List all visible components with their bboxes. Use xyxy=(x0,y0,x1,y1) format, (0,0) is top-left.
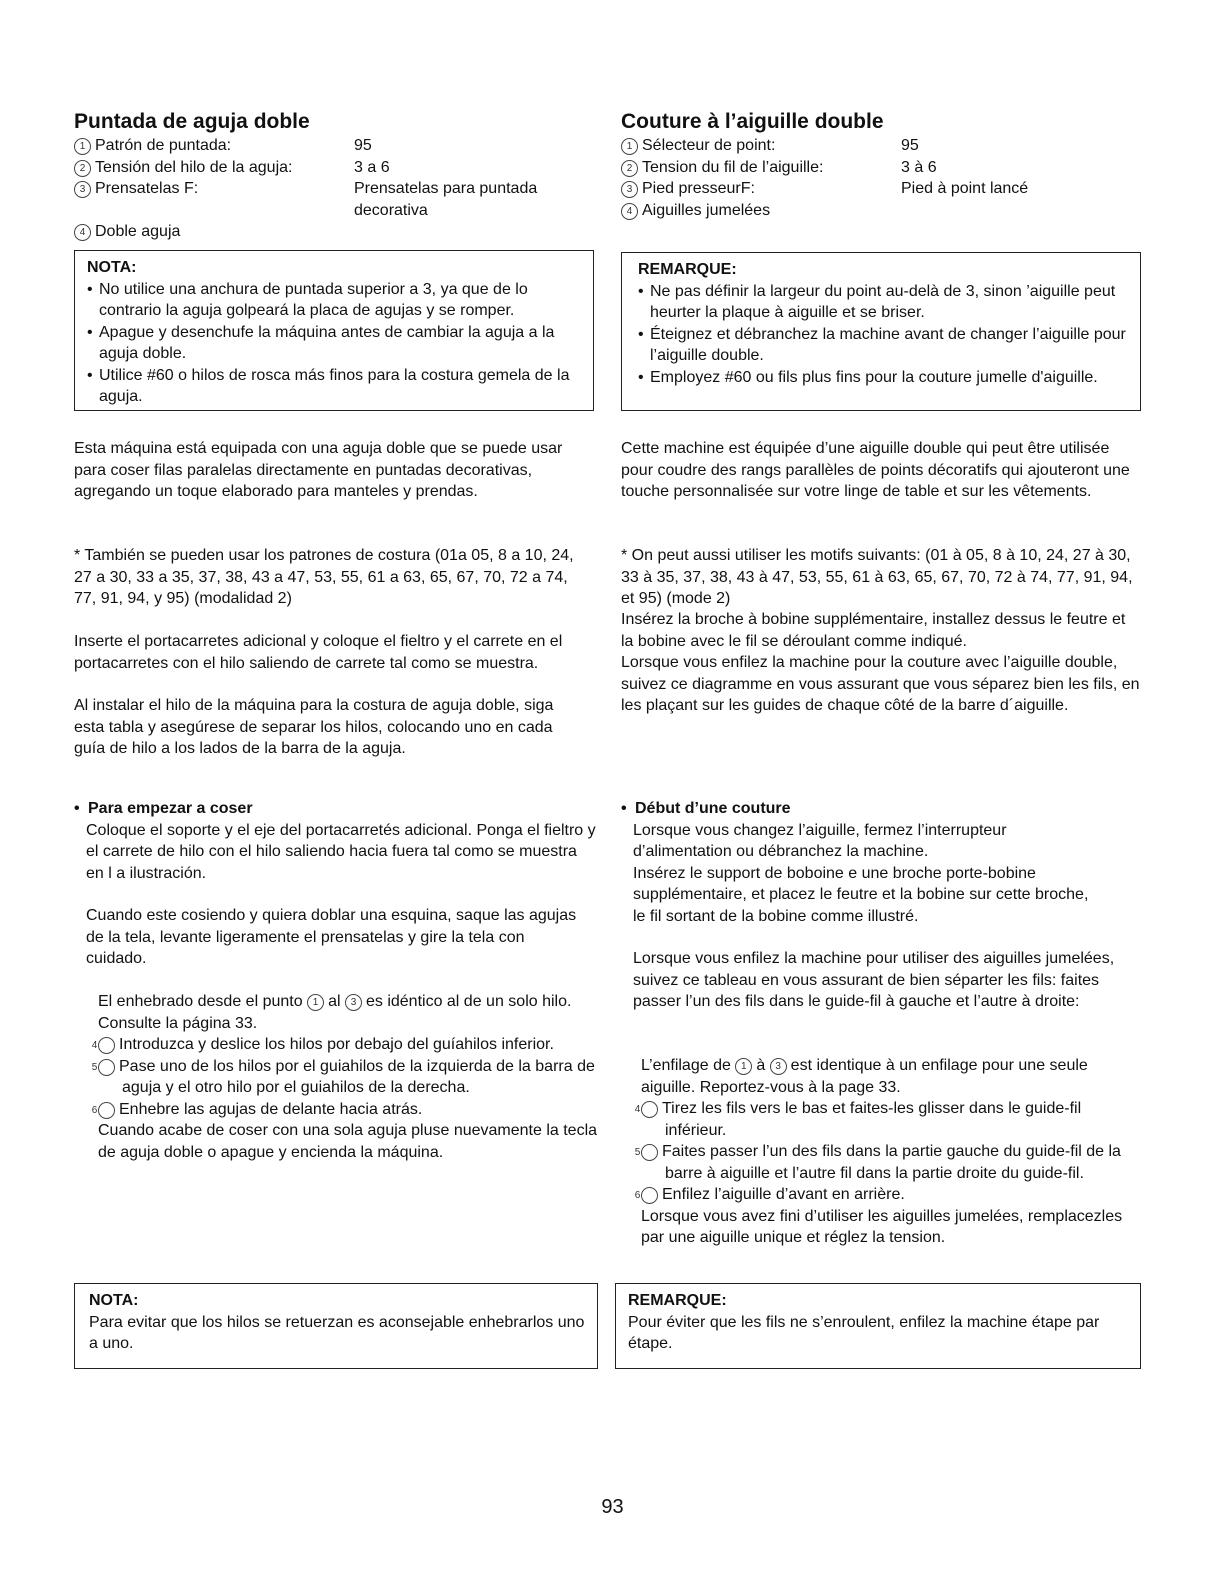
es-note-title: NOTA: xyxy=(87,259,137,276)
es-thread-intro: El enhebrado desde el punto 1 al 3 es idéntico al de un solo hilo. Consulte la página 33. xyxy=(98,993,572,1032)
es-patterns-paragraph: * También se pueden usar los patrones de costura (01a 05, 8 a 10, 24, 27 a 30, 33 a 35, 37, 38, 43 a 47, 53, 55, 61 a 63, 65, 67, 70, 72 a 74, 77, 91, 94, y 95) (modalidad 2) xyxy=(74,547,574,607)
fr-spec-label: Pied presseurF: xyxy=(642,180,755,197)
fr-note-item: • Éteignez et débranchez la machine avant de changer l’aiguille pour l’aiguille double. xyxy=(638,324,1132,367)
fr-spec-label: Tension du fil de l’aiguille: xyxy=(642,158,824,176)
es-start-heading: • Para empezar a coser xyxy=(74,798,598,820)
fr-note-box xyxy=(621,252,1141,411)
es-specs xyxy=(74,135,598,243)
fr-start-heading: • Début d’une couture xyxy=(621,798,1141,820)
fr-start-p1b: Insérez le support de boboine e une broche porte-bobine supplémentaire, et placez le feutre et la bobine sur cette broche, le fil sortant de la bobine comme illustré. xyxy=(633,864,1089,925)
es-step-text: Introduzca y deslice los hilos por debajo del guíahilos inferior. xyxy=(119,1036,554,1053)
es-step-text: Pase uno de los hilos por el guiahilos de la izquierda de la barra de aguja y el otro hilo por el guiahilos de la derecha. xyxy=(119,1057,595,1096)
fr-spec-row xyxy=(621,178,1141,200)
circled-number-icon: 5 xyxy=(641,1144,658,1161)
es-note2-title: NOTA: xyxy=(89,1292,139,1309)
fr-title: Couture à l’aiguille double xyxy=(621,110,884,133)
circled-number-icon: 3 xyxy=(621,181,638,198)
fr-thread-intro: L’enfilage de 1 à 3 est identique à un enfilage pour une seule aiguille. Reportez-vous à la page 33. xyxy=(641,1057,1088,1096)
fr-note2-box xyxy=(615,1283,1141,1369)
es-threading-steps xyxy=(91,991,598,1163)
circled-number-icon: 6 xyxy=(98,1102,115,1119)
fr-intro-paragraph: Cette machine est équipée d’une aiguille double qui peut être utilisée pour coudre des rangs parallèles de points décoratifs qui ajouteront une touche personnalisée sur votre linge de table et sur les vêtements. xyxy=(621,440,1130,500)
es-intro-paragraph: Esta máquina está equipada con una aguja doble que se puede usar para coser filas paralelas directamente en puntadas decorativas, agregando un toque elaborado para manteles y prendas. xyxy=(74,440,563,500)
fr-spec-label: Aiguilles jumelées xyxy=(642,201,771,219)
es-thread-a: El enhebrado desde el punto xyxy=(98,993,303,1010)
circled-number-icon: 3 xyxy=(74,181,91,198)
fr-note-title: REMARQUE: xyxy=(638,261,737,278)
fr-specs xyxy=(621,135,1141,221)
es-spec-label: Tensión del hilo de la aguja: xyxy=(95,158,293,176)
es-title: Puntada de aguja doble xyxy=(74,110,310,133)
es-corner-paragraph: Cuando este cosiendo y quiera doblar una esquina, saque las agujas de la tela, levante ligeramente el prensatelas y gire la tela con cuidado. xyxy=(86,907,577,967)
es-spec-value: 3 a 6 xyxy=(354,158,390,176)
es-spec-row xyxy=(74,135,598,157)
fr-spec-row xyxy=(621,200,1141,222)
fr-spec-value: 3 à 6 xyxy=(901,158,937,176)
fr-patterns-paragraph: * On peut aussi utiliser les motifs suivants: (01 à 05, 8 à 10, 24, 27 à 30, 33 à 35, 37, 38, 43 à 47, 53, 55, 61 à 63, 65, 67, 70, 72 à 74, 77, 91, 94, et 95) (mode 2) xyxy=(621,547,1133,607)
es-thread-c: es idéntico al de un solo hilo. Consulte la página 33. xyxy=(98,993,572,1032)
fr-thread-a: L’enfilage de xyxy=(641,1057,731,1074)
es-spec-row xyxy=(74,221,598,243)
es-note2-text: Para evitar que los hilos se retuerzan es aconsejable enhebrarlos uno a uno. xyxy=(89,1313,585,1352)
circled-number-icon: 1 xyxy=(74,138,91,155)
fr-step-text: Enfilez l’aiguille d’avant en arrière. xyxy=(662,1186,905,1203)
es-note2-box xyxy=(74,1283,598,1369)
es-spec-label: Prensatelas F: xyxy=(95,180,199,197)
es-note-item: • No utilice una anchura de puntada superior a 3, ya que de lo contrario la aguja golpeará la placa de agujas y se romper. xyxy=(87,279,585,322)
circled-number-icon: 4 xyxy=(621,203,638,220)
fr-step-text: Faites passer l’un des fils dans la partie gauche du guide-fil de la barre à aiguille et l’autre fil dans la partie droite du guide-fil. xyxy=(662,1143,1121,1182)
fr-note2-text: Pour éviter que les fils ne s’enroulent, enfilez la machine étape par étape. xyxy=(628,1313,1100,1352)
fr-note2-title: REMARQUE: xyxy=(628,1292,727,1309)
circled-number-icon: 4 xyxy=(641,1101,658,1118)
es-start-p1: Coloque el soporte y el eje del portacarretés adicional. Ponga el fieltro y el carrete de hilo con el hilo saliendo hacia fuera tal como se muestra en l a ilustración. xyxy=(86,821,596,882)
es-spec-row xyxy=(74,178,598,221)
circled-number-icon: 4 xyxy=(98,1037,115,1054)
circled-number-icon: 4 xyxy=(74,224,91,241)
es-spool-paragraph: Inserte el portacarretes adicional y coloque el fieltro y el carrete en el portacarretes con el hilo saliendo de carrete tal como se muestra. xyxy=(74,633,563,672)
es-step xyxy=(91,1056,598,1099)
es-note-item: • Apague y desenchufe la máquina antes de cambiar la aguja a la aguja doble. xyxy=(87,322,585,365)
es-spec-value: 95 xyxy=(354,137,372,154)
page-number: 93 xyxy=(601,1496,624,1518)
fr-note-list xyxy=(638,281,1132,389)
fr-start-p1: Lorsque vous changez l’aiguille, fermez l’interrupteur d’alimentation ou débranchez la machine. xyxy=(633,821,1007,860)
fr-threading-paragraph: Lorsque vous enfilez la machine pour la couture avec l’aiguille double, suivez ce diagramme en vous assurant que vous séparez bien les fils, en les plaçant sur les guides de chaque côté de la barre d´aiguille. xyxy=(621,654,1140,714)
es-spec-label: Patrón de puntada: xyxy=(95,137,232,154)
fr-end-paragraph: Lorsque vous avez fini d’utiliser les aiguilles jumelées, remplacezles par une aiguille unique et réglez la tension. xyxy=(641,1207,1123,1246)
circled-number-icon: 6 xyxy=(641,1187,658,1204)
circled-number-icon: 2 xyxy=(74,160,91,177)
fr-note-item: • Employez #60 ou fils plus fins pour la couture jumelle d'aiguille. xyxy=(638,367,1132,389)
fr-threading-steps xyxy=(634,1055,1141,1249)
fr-note-item: • Ne pas définir la largeur du point au-delà de 3, sinon ’aiguille peut heurter la plaque à aiguille et se briser. xyxy=(638,281,1132,324)
fr-step xyxy=(634,1184,1141,1206)
es-spec-value: Prensatelas para puntada decorativa xyxy=(354,180,538,219)
es-spec-label: Doble aguja xyxy=(95,223,181,240)
fr-thread-c: est identique à un enfilage pour une seule aiguille. Reportez-vous à la page 33. xyxy=(641,1057,1088,1096)
es-threading-paragraph: Al instalar el hilo de la máquina para la costura de aguja doble, siga esta tabla y asegúrese de separar los hilos, colocando uno en cada guía de hilo a los lados de la barra de la aguja. xyxy=(74,697,554,757)
es-step xyxy=(91,1099,598,1121)
circled-number-icon: 2 xyxy=(621,160,638,177)
es-thread-b: al xyxy=(328,993,341,1010)
fr-spec-label: Sélecteur de point: xyxy=(642,137,776,154)
fr-thread-b: à xyxy=(756,1057,766,1074)
es-start-section xyxy=(74,798,598,884)
circled-number-icon: 1 xyxy=(621,138,638,155)
es-end-paragraph: Cuando acabe de coser con una sola aguja pluse nuevamente la tecla de aguja doble o apague y encienda la máquina. xyxy=(98,1122,598,1161)
fr-spec-value: 95 xyxy=(901,137,919,154)
fr-spec-row xyxy=(621,135,1141,157)
es-note-item: • Utilice #60 o hilos de rosca más finos para la costura gemela de la aguja. xyxy=(87,365,585,408)
fr-spool-paragraph: Insérez la broche à bobine supplémentaire, installez dessus le feutre et la bobine avec le fil se déroulant comme indiqué. xyxy=(621,611,1126,650)
es-spec-row xyxy=(74,157,598,179)
es-note-list xyxy=(87,279,585,408)
fr-spec-row xyxy=(621,157,1141,179)
es-note-box xyxy=(74,250,594,411)
fr-spec-value: Pied à point lancé xyxy=(901,180,1029,197)
fr-step xyxy=(634,1098,1141,1141)
fr-step-text: Tirez les fils vers le bas et faites-les glisser dans le guide-fil inférieur. xyxy=(662,1100,1082,1139)
es-step-text: Enhebre las agujas de delante hacia atrás. xyxy=(119,1100,423,1118)
fr-start-section xyxy=(621,798,1141,927)
fr-step xyxy=(634,1141,1141,1184)
fr-twin-paragraph: Lorsque vous enfilez la machine pour utiliser des aiguilles jumelées, suivez ce tableau en vous assurant de bien séparter les fils: faites passer l’un des fils dans le guide-fil à gauche et l’autre à droite: xyxy=(633,950,1115,1010)
circled-number-icon: 5 xyxy=(98,1059,115,1076)
es-step xyxy=(91,1034,598,1056)
